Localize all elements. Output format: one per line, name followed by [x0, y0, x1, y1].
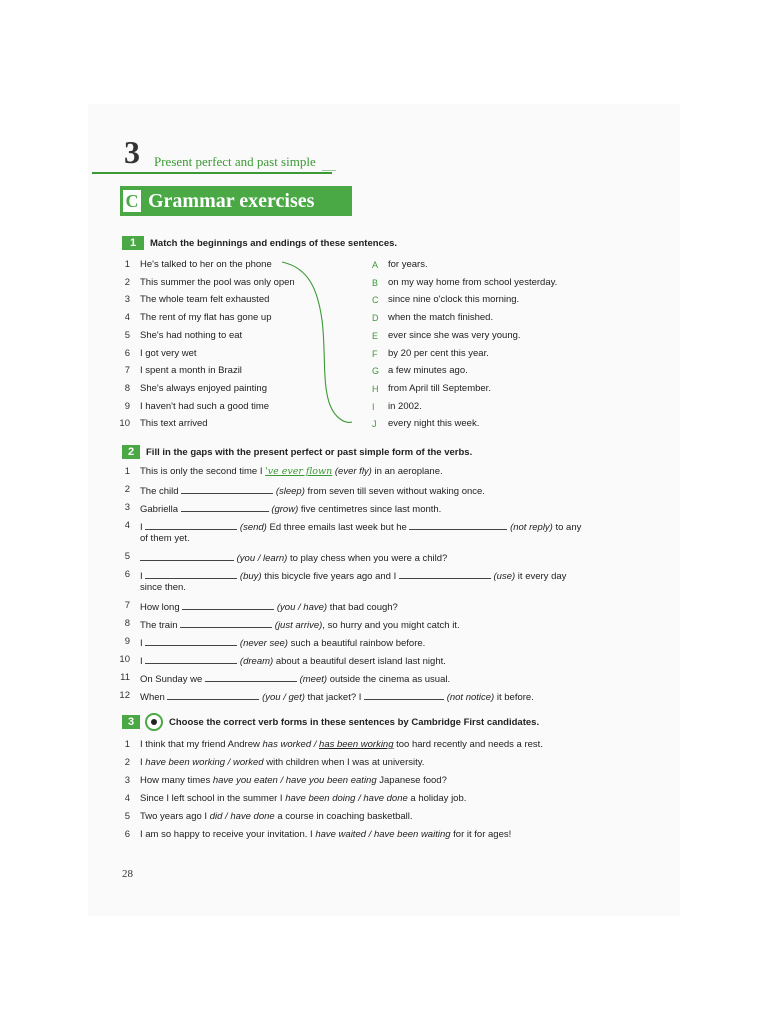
verb-prompt: (send)	[239, 522, 267, 533]
ending-text: on my way home from school yesterday.	[388, 276, 558, 288]
sentence-text: such a beautiful rainbow before.	[287, 638, 426, 649]
option-separator: /	[311, 739, 320, 750]
ending-text: since nine o'clock this morning.	[388, 294, 520, 306]
verb-prompt: (buy)	[239, 571, 262, 582]
verb-prompt: (you / have)	[276, 602, 328, 613]
item-number: 12	[119, 690, 130, 701]
verb-option-selected[interactable]: has been working	[319, 739, 394, 750]
answer-gap[interactable]	[181, 502, 269, 512]
sentence-text: a course in coaching basketball.	[274, 811, 413, 822]
sentence-text: On Sunday we	[140, 674, 205, 685]
item-number: 1	[124, 739, 130, 750]
sentence-text: that jacket? I	[304, 692, 365, 703]
sentence-text: This is only the second time I	[140, 466, 266, 477]
ending-text: in 2002.	[388, 400, 422, 412]
section-title: Grammar exercises	[148, 189, 315, 212]
verb-option[interactable]: have been doing	[285, 793, 356, 804]
sentence-text: How long	[140, 602, 183, 613]
item-number: 3	[124, 294, 130, 306]
ending-letter: E	[372, 330, 379, 341]
verb-option[interactable]: worked	[232, 757, 264, 768]
beginning-text: She's always enjoyed painting	[140, 382, 267, 394]
option-separator: /	[277, 775, 286, 786]
ending-letter: C	[372, 295, 379, 306]
sentence-text: I	[140, 656, 146, 667]
item-number: 5	[124, 329, 130, 341]
header-rule-tail	[322, 170, 336, 171]
answer-gap[interactable]	[145, 520, 237, 530]
item-number: 9	[124, 636, 130, 647]
beginning-text: I got very wet	[140, 347, 197, 359]
gap-fill-sentence	[140, 551, 447, 565]
item-number: 7	[124, 365, 130, 377]
item-number: 1	[124, 259, 130, 270]
gap-fill-sentence	[140, 636, 425, 650]
sentence-text: Two years ago I	[140, 811, 210, 822]
answer-gap[interactable]	[145, 569, 237, 579]
item-number: 1	[124, 466, 130, 477]
item-number: 2	[124, 484, 130, 495]
sentence-text: from seven till seven without waking once.	[304, 486, 485, 497]
sentence-text: Since I left school in the summer I	[140, 793, 286, 804]
answer-gap[interactable]	[145, 654, 237, 664]
sentence-text: too hard recently and needs a rest.	[393, 739, 543, 750]
sentence-continuation: since then.	[140, 582, 186, 593]
sentence-text: , so hurry and you might catch it.	[322, 620, 460, 631]
choice-sentence	[140, 811, 413, 823]
sentence-text: to play chess when you were a child?	[287, 553, 448, 564]
item-number: 7	[124, 600, 130, 611]
ending-text: every night this week.	[388, 418, 480, 430]
exercise-number: 1	[122, 236, 144, 250]
answer-gap[interactable]	[399, 569, 491, 579]
beginning-text: I haven't had such a good time	[140, 400, 270, 412]
gap-fill-sentence	[140, 672, 450, 686]
item-number: 8	[124, 618, 130, 629]
answer-gap[interactable]	[409, 520, 507, 530]
verb-prompt: (not notice)	[446, 692, 495, 703]
unit-title: Present perfect and past simple	[154, 154, 316, 169]
item-number: 11	[120, 672, 130, 683]
ending-text: a few minutes ago.	[388, 365, 468, 377]
sentence-text: for it for ages!	[450, 829, 512, 840]
gap-fill-sentence	[140, 654, 446, 668]
sentence-text: How many times	[140, 775, 213, 786]
gap-fill-sentence	[140, 502, 441, 516]
sentence-text: it every day	[515, 571, 567, 582]
ending-letter: G	[372, 366, 380, 377]
ending-letter: H	[372, 383, 379, 394]
unit-number: 3	[124, 134, 140, 170]
sentence-text: it before.	[494, 692, 534, 703]
sentence-text: I	[140, 757, 146, 768]
sentence-text: I	[140, 571, 146, 582]
exercise-number: 2	[122, 445, 140, 459]
verb-prompt: (meet)	[299, 674, 328, 685]
ending-letter: D	[372, 313, 379, 324]
unit-header	[92, 134, 332, 174]
exercise-number: 3	[122, 715, 140, 729]
item-number: 2	[124, 757, 130, 768]
item-number: 8	[124, 382, 130, 394]
option-separator: /	[222, 811, 231, 822]
sentence-text: that bad cough?	[327, 602, 398, 613]
gap-fill-sentence	[140, 484, 485, 498]
gap-fill-sentence	[140, 569, 566, 583]
sentence-text: Gabriella	[140, 504, 181, 515]
verb-prompt: (never see)	[239, 638, 288, 649]
choice-sentence	[140, 739, 543, 751]
verb-prompt: (you / get)	[262, 692, 305, 703]
gap-fill-sentence	[140, 520, 581, 534]
exercise-instruction: Match the beginnings and endings of these sentences.	[150, 237, 398, 249]
gap-fill-sentence	[140, 600, 398, 614]
answer-gap[interactable]	[180, 618, 272, 628]
item-number: 4	[124, 520, 130, 531]
verb-prompt: (you / learn)	[236, 553, 288, 564]
item-number: 4	[124, 312, 130, 324]
sentence-text: I am so happy to receive your invitation. I	[140, 829, 316, 840]
verb-prompt: (not reply)	[510, 522, 553, 533]
exercise-instruction: Choose the correct verb forms in these sentences by Cambridge First candidates.	[169, 716, 540, 728]
answer-gap[interactable]	[145, 636, 237, 646]
gap-fill-sentence	[140, 618, 460, 632]
sentence-continuation: of them yet.	[140, 533, 190, 544]
sentence-text: Ed three emails last week but he	[266, 522, 410, 533]
exercise-3-header	[122, 714, 539, 730]
beginning-text: This text arrived	[140, 418, 208, 430]
section-letter: C	[123, 190, 141, 212]
option-separator: /	[366, 829, 374, 840]
sentence-text: When	[140, 692, 168, 703]
verb-prompt: (ever fly)	[334, 466, 372, 477]
item-number: 6	[124, 829, 130, 840]
sentence-text: The train	[140, 620, 181, 631]
item-number: 10	[119, 654, 130, 665]
sentence-text: a holiday job.	[407, 793, 467, 804]
beginning-text: The rent of my flat has gone up	[140, 312, 272, 324]
answer-gap[interactable]	[364, 690, 444, 700]
item-number: 3	[124, 502, 130, 513]
exercise-instruction: Fill in the gaps with the present perfect or past simple form of the verbs.	[146, 446, 473, 458]
gap-fill-sentence	[140, 690, 534, 704]
verb-prompt: (sleep)	[275, 486, 305, 497]
verb-option[interactable]: did	[209, 811, 223, 822]
choice-sentence	[140, 757, 424, 769]
gap-fill-sentence	[140, 466, 443, 478]
sentence-text: I	[140, 522, 146, 533]
sentence-text: in an aeroplane.	[371, 466, 443, 477]
verb-prompt: (just arrive)	[274, 620, 323, 631]
item-number: 10	[119, 418, 130, 430]
sentence-text: The child	[140, 486, 182, 497]
ending-letter: A	[372, 260, 379, 270]
cambridge-eye-icon	[145, 713, 163, 731]
verb-option[interactable]: have done	[363, 793, 408, 804]
sentence-text: I	[140, 638, 146, 649]
option-separator: /	[225, 757, 233, 768]
ending-letter: J	[372, 419, 377, 430]
sentence-text: with children when I was at university.	[263, 757, 425, 768]
beginning-text: He's talked to her on the phone	[140, 259, 272, 270]
answer-gap[interactable]	[181, 484, 273, 494]
item-number: 6	[124, 569, 130, 580]
answer-gap[interactable]	[167, 690, 259, 700]
ending-letter: F	[372, 348, 378, 359]
ending-text: when the match finished.	[388, 312, 494, 324]
sentence-text: five centimetres since last month.	[298, 504, 442, 515]
sentence-text: Japanese food?	[376, 775, 447, 786]
answer-gap[interactable]	[205, 672, 297, 682]
item-number: 9	[124, 400, 130, 412]
section-banner	[120, 186, 352, 216]
verb-option[interactable]: have done	[230, 811, 275, 822]
answer-gap[interactable]	[182, 600, 274, 610]
verb-option[interactable]: have been waiting	[373, 829, 451, 840]
verb-option[interactable]: have you been eating	[285, 775, 377, 786]
sentence-text: outside the cinema as usual.	[327, 674, 451, 685]
answer-gap[interactable]	[140, 551, 234, 561]
item-number: 3	[124, 775, 130, 786]
sentence-text: about a beautiful desert island last night.	[273, 656, 446, 667]
beginning-text: I spent a month in Brazil	[140, 365, 242, 377]
choice-sentence	[140, 829, 511, 841]
sentence-text: I think that my friend Andrew	[140, 739, 263, 750]
page-number: 28	[122, 868, 133, 880]
verb-prompt: (use)	[493, 571, 516, 582]
ending-text: for years.	[388, 259, 428, 270]
verb-option[interactable]: have you eaten	[212, 775, 278, 786]
beginning-text: She's had nothing to eat	[140, 329, 243, 341]
beginning-text: This summer the pool was only open	[140, 276, 295, 288]
exercise-2-header	[122, 444, 472, 460]
verb-option[interactable]: have been working	[145, 757, 226, 768]
sentence-text: to any	[552, 522, 582, 533]
ending-text: ever since she was very young.	[388, 329, 521, 341]
ending-letter: I	[372, 401, 375, 412]
ending-text: from April till September.	[388, 382, 491, 394]
verb-prompt: (grow)	[271, 504, 299, 515]
item-number: 5	[124, 811, 130, 822]
ending-text: by 20 per cent this year.	[388, 347, 489, 359]
handwritten-answer: 've ever flown	[265, 466, 333, 477]
verb-option[interactable]: has worked	[262, 739, 312, 750]
exercise-1-header	[122, 235, 397, 251]
choice-sentence	[140, 793, 466, 805]
choice-sentence	[140, 775, 447, 787]
item-number: 4	[124, 793, 130, 804]
verb-prompt: (dream)	[239, 656, 274, 667]
sentence-text: this bicycle five years ago and I	[261, 571, 399, 582]
item-number: 5	[124, 551, 130, 562]
beginning-text: The whole team felt exhausted	[140, 294, 270, 306]
item-number: 6	[124, 347, 130, 359]
ending-letter: B	[372, 277, 379, 288]
option-separator: /	[355, 793, 364, 804]
item-number: 2	[124, 276, 130, 288]
verb-option[interactable]: have waited	[315, 829, 367, 840]
